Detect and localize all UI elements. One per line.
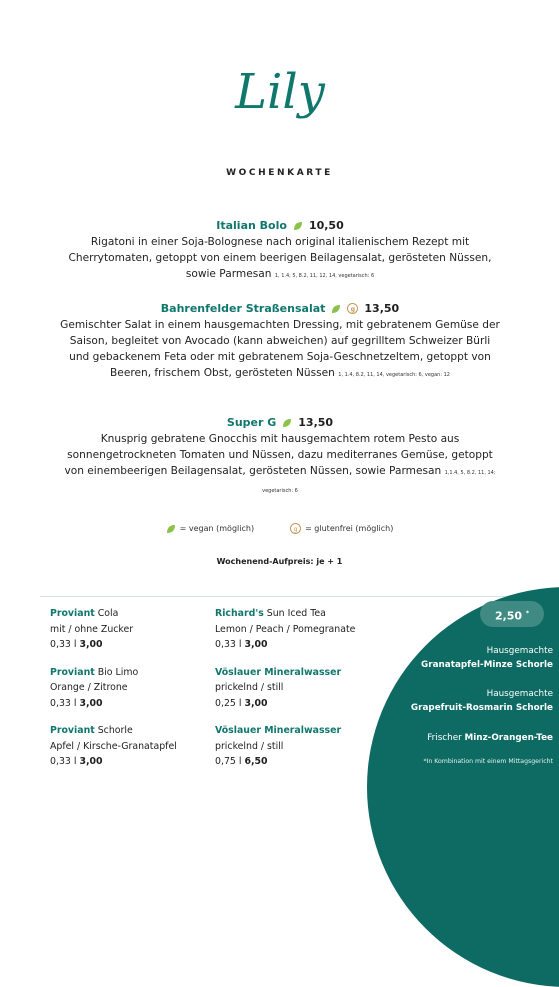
glutenfree-icon: g: [347, 303, 358, 314]
drink-item: [215, 723, 375, 770]
drink-item: [50, 665, 210, 712]
drink-variants: Orange / Zitrone: [50, 682, 128, 693]
drink-price: 3,00: [79, 697, 103, 709]
drink-variants: prickelnd / still: [215, 682, 284, 693]
logo: [0, 64, 559, 124]
drink-variants: Lemon / Peach / Pomegranate: [215, 623, 356, 635]
drink-size: 0,33 l: [215, 639, 242, 650]
leaf-icon: [331, 304, 341, 314]
drink-price: 6,50: [244, 756, 268, 767]
drink-price: 3,00: [244, 697, 268, 709]
glutenfree-icon: g: [290, 523, 301, 534]
dish-description: Knusprig gebratene Gnocchis mit hausgemachtem rotem Pesto aus sonnengetrockneten Tomaten und Nüssen, dazu mediterranes Gemüse, getoppt von einembeerigen Beilagensalat, gerösteten Nüssen, sowie Parmesan: [64, 433, 493, 477]
dish-super-g: [60, 416, 500, 499]
legend-vegan: = vegan (möglich): [179, 524, 255, 533]
drink-variants: Apfel / Kirsche-Granatapfel: [50, 740, 177, 752]
drink-size: 0,75 l: [215, 756, 242, 767]
dish-name: Bahrenfelder Straßensalat: [160, 302, 326, 315]
svg-text:Lily: Lily: [234, 64, 325, 120]
special-item: Frischer Minz-Orangen-Tee: [427, 733, 553, 743]
drink-variants: prickelnd / still: [215, 740, 284, 752]
special-item: Hausgemachte Granatapfel-Minze Schorle: [421, 646, 553, 670]
drink-size: 0,33 l: [50, 756, 77, 767]
drink-size: 0,33 l: [50, 639, 77, 650]
drink-brand: Richard's: [215, 608, 264, 619]
dish-allergens: 1, 1.4, 8.2, 11, 14, vegetarisch: 6, vegan: 12: [338, 372, 450, 378]
dish-name: Italian Bolo: [216, 219, 287, 232]
drink-brand: Vöslauer Mineralwasser: [215, 725, 342, 736]
legend-glutenfree: = glutenfrei (möglich): [305, 524, 394, 533]
drink-brand: Vöslauer Mineralwasser: [215, 666, 342, 678]
drink-item: [215, 606, 375, 653]
drink-brand: Proviant: [50, 608, 95, 619]
dish-name: Super G: [226, 416, 277, 429]
dish-strassensalat: [60, 302, 500, 383]
dish-description: Rigatoni in einer Soja-Bolognese nach original italienischem Rezept mit Cherrytomaten, getoppt von einem beerigen Beilagensalat, gerösteten Nüssen, sowie Parmesan: [68, 236, 492, 280]
dish-description: Gemischter Salat in einem hausgemachten Dressing, mit gebratenem Gemüse der Saison, begleitet von Avocado (kann abweichen) auf gegrilltem Schweizer Bürli und gebackenem Feta oder mit gebratenem Soja-Geschnetzeltem, getoppt von Beeren, frischem Obst, gerösteten Nüssen: [60, 319, 500, 379]
divider: [40, 596, 510, 597]
drink-price: 3,00: [79, 756, 103, 767]
dish-price: 10,50: [308, 219, 344, 232]
drink-variants: mit / ohne Zucker: [50, 623, 134, 635]
drink-brand: Proviant: [50, 725, 95, 736]
special-footnote: *In Kombination mit einem Mittagsgericht: [423, 758, 553, 765]
dish-price: 13,50: [364, 302, 400, 315]
drink-brand: Proviant: [50, 666, 95, 678]
drink-name: Cola: [97, 608, 119, 619]
legend: [0, 523, 559, 534]
drink-item: [50, 723, 210, 770]
drink-item: [215, 665, 375, 712]
drink-item: [50, 606, 210, 653]
special-price-badge: 2,50 *: [480, 601, 544, 627]
lily-logo: [215, 64, 345, 124]
drink-name: Schorle: [97, 725, 133, 736]
leaf-icon: [293, 221, 303, 231]
dish-italian-bolo: [60, 219, 500, 284]
drink-price: 3,00: [79, 639, 103, 650]
dish-allergens: 1,1.4, 5, 8.2, 11, 14; vegetarisch: 6: [262, 470, 496, 494]
leaf-icon: [282, 418, 292, 428]
page-subtitle: WOCHENKARTE: [226, 168, 333, 178]
dish-allergens: 1, 1.4, 5, 8.2, 11, 12, 14, vegetarisch: 6: [274, 273, 375, 279]
drink-price: 3,00: [244, 639, 268, 650]
weekend-surcharge: Wochenend-Aufpreis: je + 1: [216, 557, 343, 566]
drink-name: Bio Limo: [97, 666, 139, 678]
drink-size: 0,33 l: [50, 697, 77, 709]
leaf-icon: [166, 524, 176, 534]
drink-size: 0,25 l: [215, 697, 242, 709]
drink-name: Sun Iced Tea: [266, 608, 326, 619]
special-item: Hausgemachte Grapefruit-Rosmarin Schorle: [410, 689, 553, 713]
dish-price: 13,50: [298, 416, 334, 429]
